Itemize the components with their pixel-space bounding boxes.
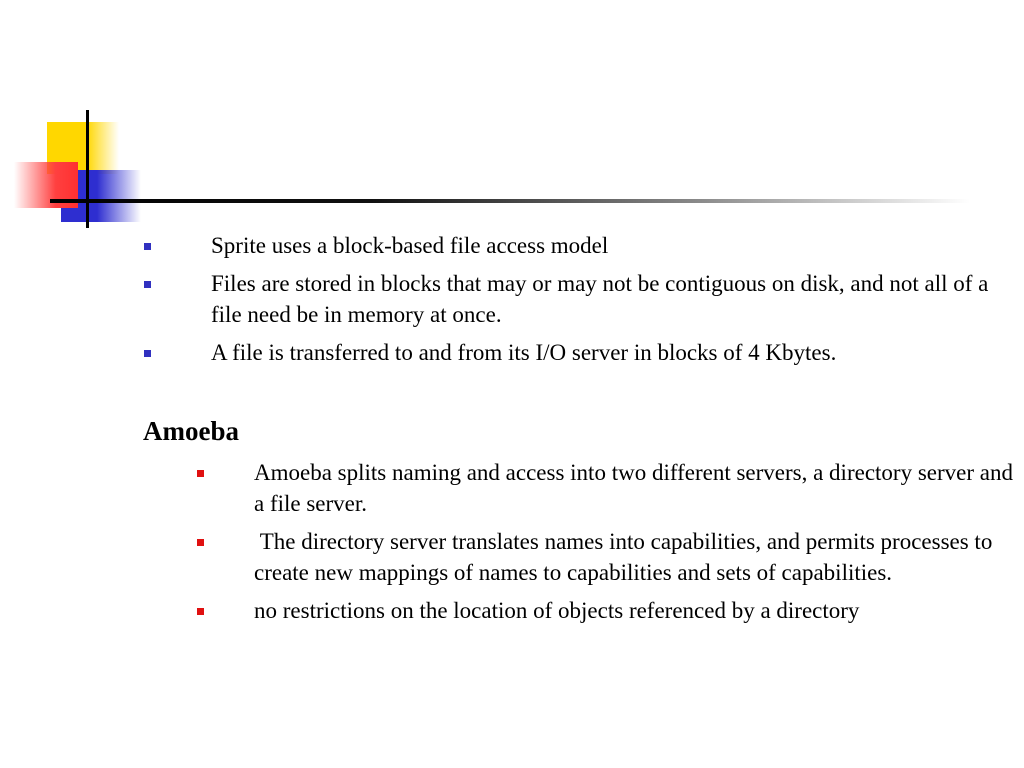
bullet-text: Amoeba splits naming and access into two different servers, a directory server and a file server. (254, 460, 1013, 516)
bullet-text: Files are stored in blocks that may or may not be contiguous on disk, and not all of a file need be in memory at once. (211, 271, 989, 327)
list-item (254, 526, 1014, 588)
list-item (211, 268, 1001, 330)
title-divider-line (50, 199, 970, 203)
list-item (211, 337, 1001, 368)
list-item (211, 230, 1001, 261)
bullet-text: The directory server translates names into capabilities, and permits processes to create new mappings of names to capabilities and sets of capabilities. (254, 529, 999, 585)
amoeba-bullet-list (254, 457, 1014, 633)
list-item (254, 595, 1014, 626)
square-bullet-icon (197, 539, 204, 546)
bullet-text: no restrictions on the location of objects referenced by a directory (254, 598, 860, 623)
square-bullet-icon (144, 243, 151, 250)
square-bullet-icon (144, 350, 151, 357)
square-bullet-icon (144, 281, 151, 288)
sprite-bullet-list (211, 230, 1001, 375)
section-heading: Amoeba (143, 416, 239, 446)
bullet-text: Sprite uses a block-based file access model (211, 233, 609, 258)
list-item (254, 457, 1014, 519)
bullet-text: A file is transferred to and from its I/O server in blocks of 4 Kbytes. (211, 340, 837, 365)
decor-vertical-line (86, 110, 89, 228)
square-bullet-icon (197, 470, 204, 477)
square-bullet-icon (197, 608, 204, 615)
